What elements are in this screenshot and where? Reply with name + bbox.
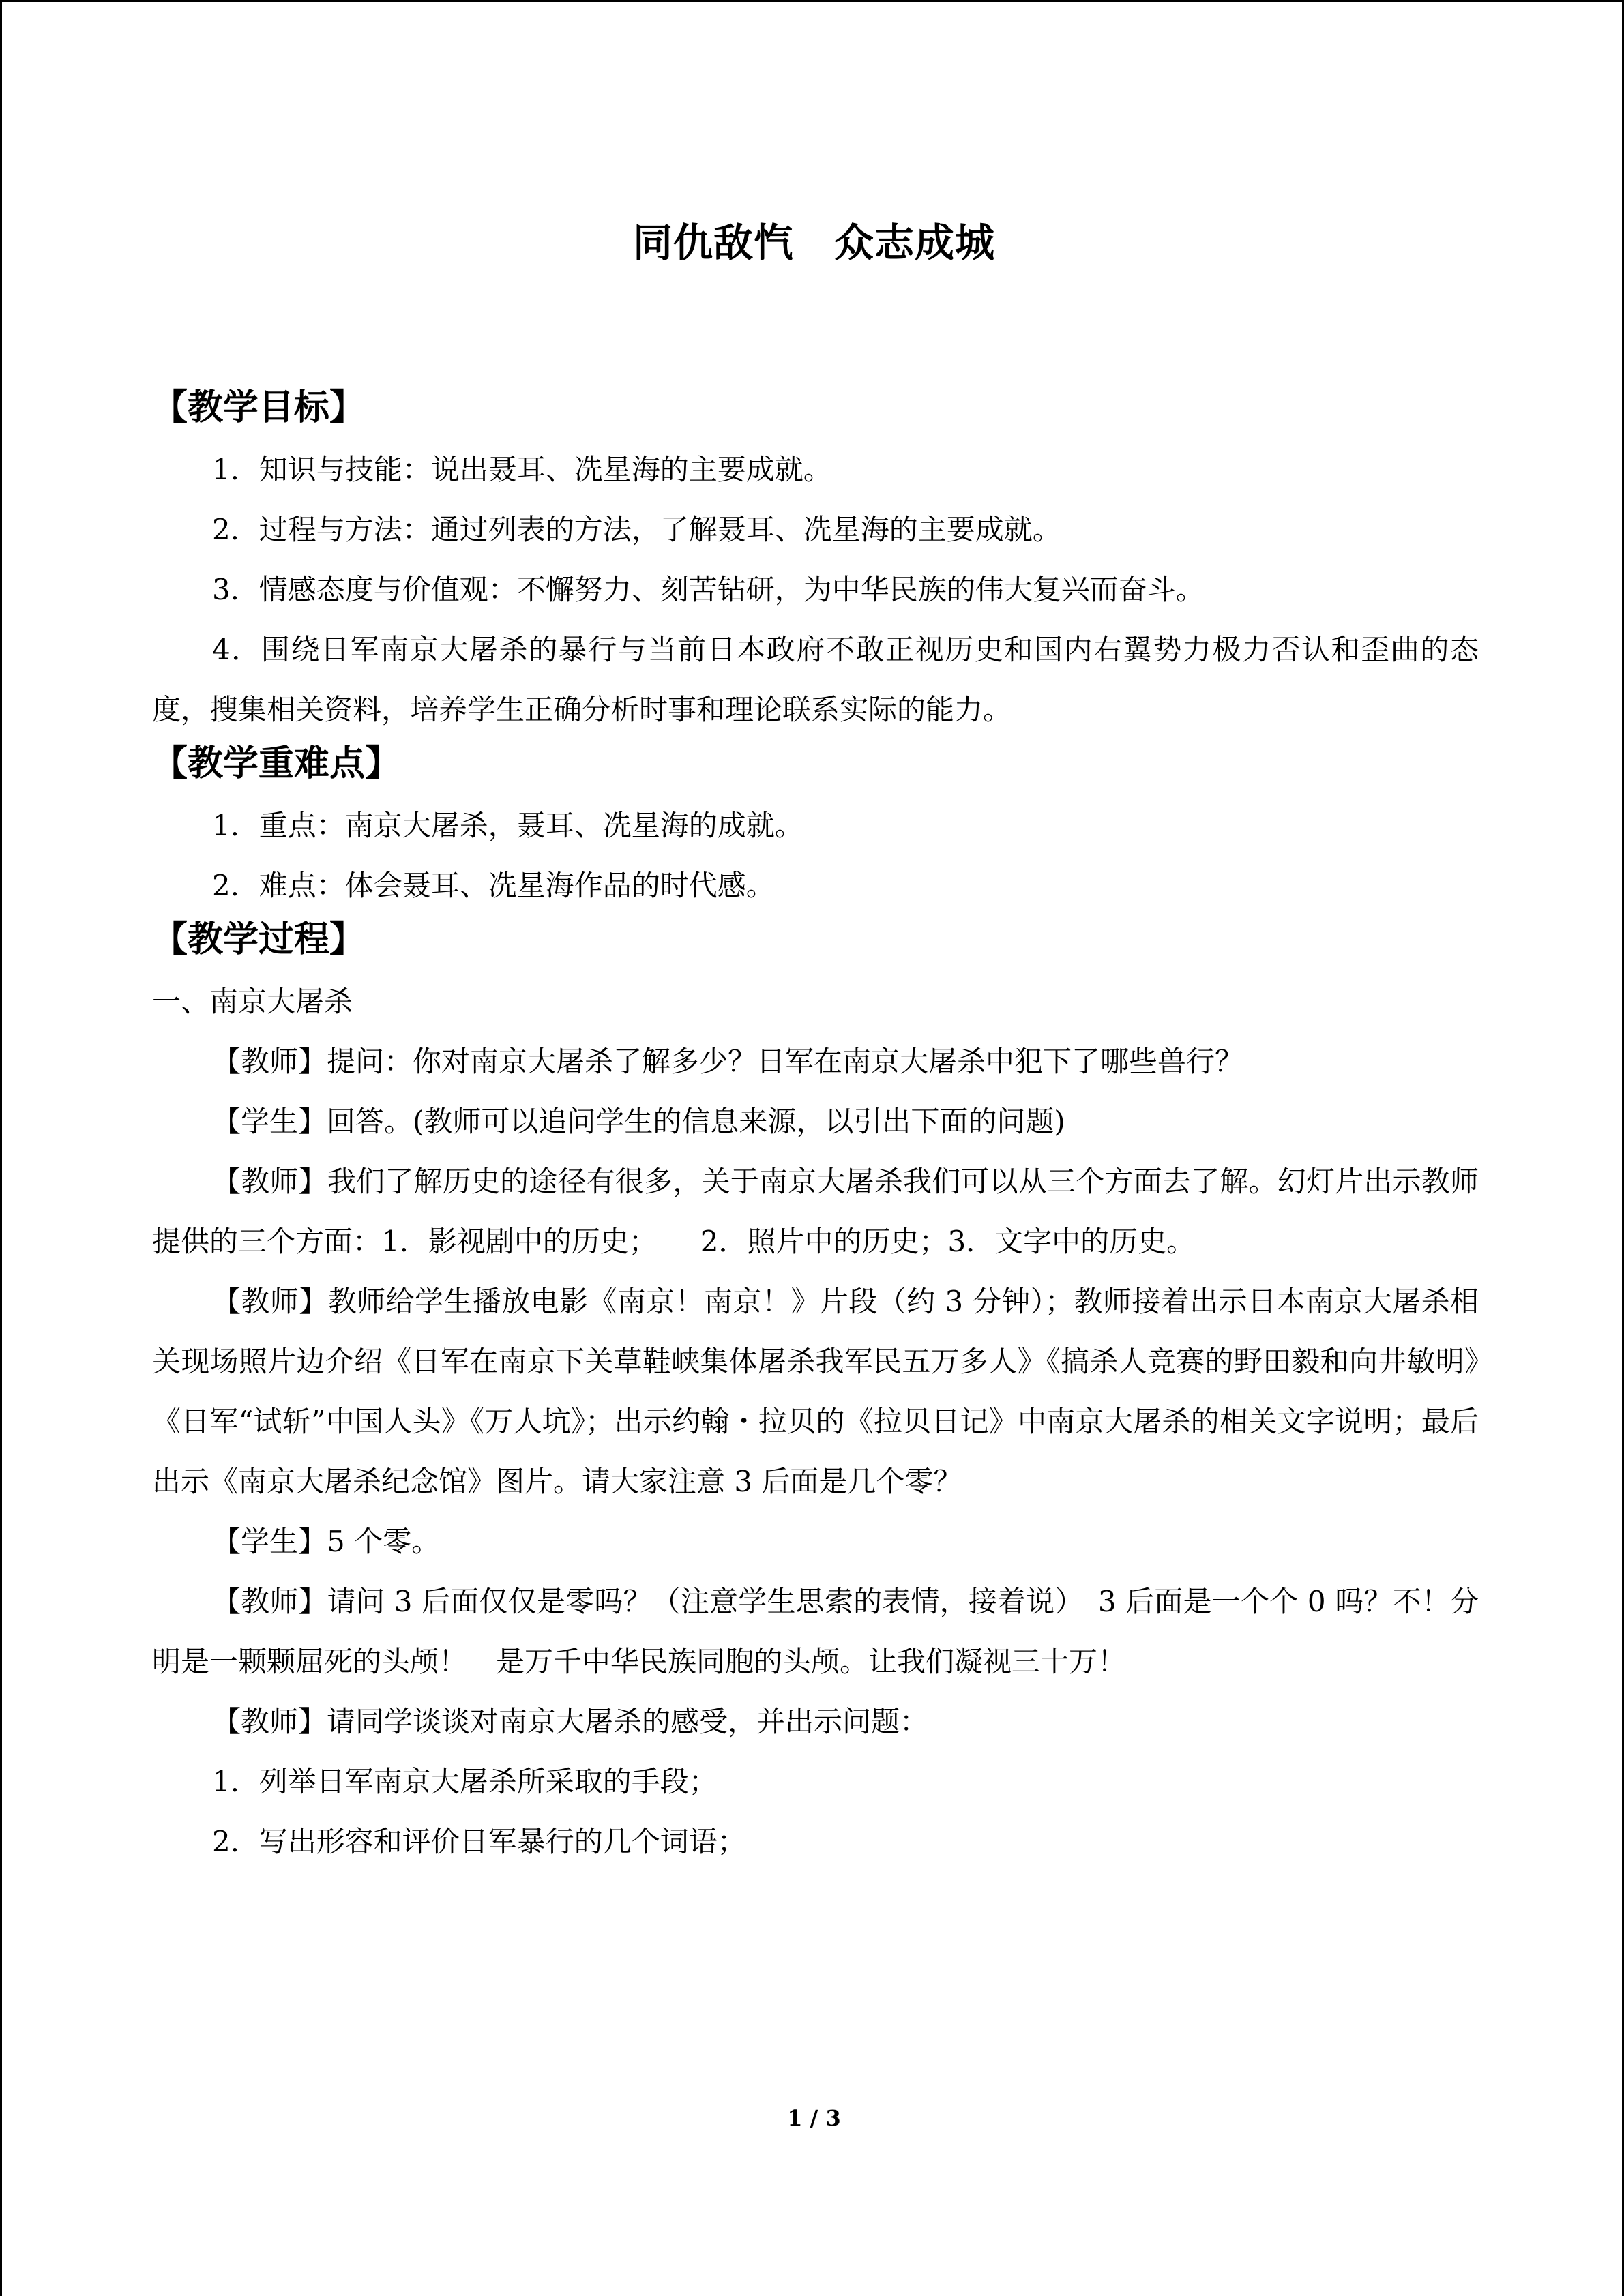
section-heading-process: 【教学过程】 [152,919,366,960]
process-paragraph: 【教师】请同学谈谈对南京大屠杀的感受，并出示问题： [212,1705,929,1738]
section-heading-key-points: 【教学重难点】 [152,743,401,784]
process-paragraph: 【教师】我们了解历史的途径有很多，关于南京大屠杀我们可以从三个方面去了解。幻灯片出示教师提供的三个方面：1．影视剧中的历史； 2．照片中的历史；3．文字中的历史。 [152,1165,1479,1258]
key-point-item: 2．难点：体会聂耳、冼星海作品的时代感。 [212,869,775,902]
process-paragraph: 1．列举日军南京大屠杀所采取的手段； [212,1765,718,1798]
document-body [152,384,1479,1872]
goal-item: 1．知识与技能：说出聂耳、冼星海的主要成就。 [212,453,832,486]
process-paragraph: 2．写出形容和评价日军暴行的几个词语； [212,1825,746,1858]
page-title: 同仇敌忾 众志成城 [632,220,995,266]
process-paragraph: 【教师】提问：你对南京大屠杀了解多少？日军在南京大屠杀中犯下了哪些兽行？ [212,1045,1244,1078]
key-point-item: 1．重点：南京大屠杀，聂耳、冼星海的成就。 [212,809,803,842]
goal-item: 3．情感态度与价值观：不懈努力、刻苦钻研，为中华民族的伟大复兴而奋斗。 [212,573,1205,606]
section-heading-goals: 【教学目标】 [152,387,366,428]
page-number: 1 / 3 [787,2105,841,2131]
process-subheading: 一、南京大屠杀 [152,985,353,1018]
goal-item: 2．过程与方法：通过列表的方法，了解聂耳、冼星海的主要成就。 [212,513,1061,546]
process-paragraph: 【教师】教师给学生播放电影《南京！南京！》片段（约 3 分钟）；教师接着出示日本南京大屠杀相关现场照片边介绍《日军在南京下关草鞋峡集体屠杀我军民五万多人》《搞杀人竞赛的野田毅和向井敏明》《日军“试斩”中国人头》《万人坑》；出示约翰・拉贝的《拉贝日记》中南京大屠杀的相关文字说明；最后出示《南京大屠杀纪念馆》图片。请大家注意 3 后面是几个零？ [152,1285,1479,1498]
process-paragraph: 【学生】5 个零。 [212,1525,441,1558]
process-paragraph: 【教师】请问 3 后面仅仅是零吗？（注意学生思索的表情，接着说） 3 后面是一个个 0 吗？不！分明是一颗颗屈死的头颅！ 是万千中华民族同胞的头颅。让我们凝视三十万！ [152,1585,1479,1678]
process-paragraph: 【学生】回答。(教师可以追问学生的信息来源，以引出下面的问题) [212,1105,1065,1138]
goal-item: 4．围绕日军南京大屠杀的暴行与当前日本政府不敢正视历史和国内右翼势力极力否认和歪曲的态度，搜集相关资料，培养学生正确分析时事和理论联系实际的能力。 [152,633,1479,726]
